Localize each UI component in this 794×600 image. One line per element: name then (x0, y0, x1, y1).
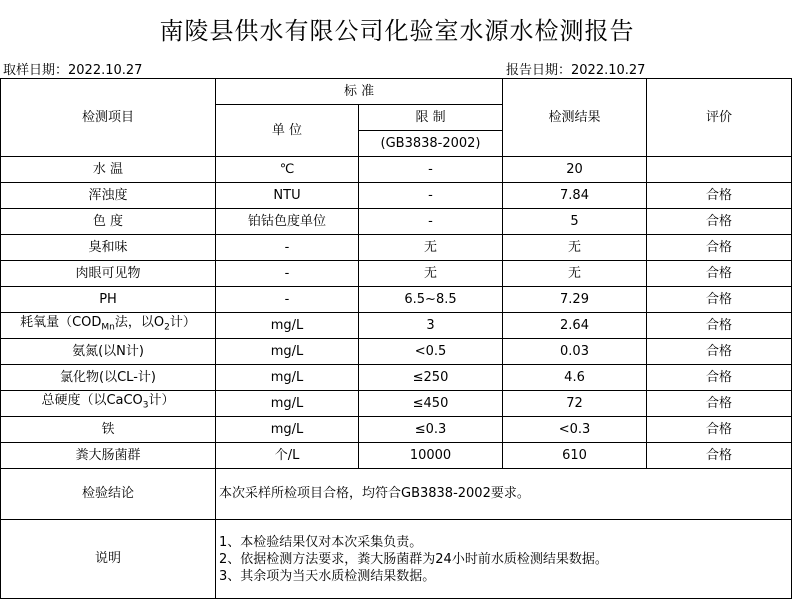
row-name: 氯化物(以CL-计) (1, 365, 216, 391)
sampling-date (3, 59, 142, 78)
row-eval: 合格 (647, 313, 792, 339)
row-unit: mg/L (216, 417, 359, 443)
row-name: 铁 (1, 417, 216, 443)
table-row (1, 209, 792, 235)
row-result: 610 (503, 443, 647, 469)
row-unit: mg/L (216, 391, 359, 417)
results-table (0, 78, 792, 599)
results-table-body (1, 79, 792, 599)
row-result: 72 (503, 391, 647, 417)
row-result: 2.64 (503, 313, 647, 339)
sampling-date-label: 取样日期： (3, 63, 69, 78)
row-limit: ≤250 (359, 365, 503, 391)
row-unit: NTU (216, 183, 359, 209)
row-unit: ℃ (216, 157, 359, 183)
row-name-part: 总硬度（以CaCO (41, 393, 143, 409)
row-name: 臭和味 (1, 235, 216, 261)
row-result: 无 (503, 261, 647, 287)
row-limit: <0.5 (359, 339, 503, 365)
row-name-part: 耗氧量（COD (20, 315, 102, 331)
row-unit: - (216, 235, 359, 261)
sampling-date-value: 2022.10.27 (68, 63, 143, 78)
row-eval: 合格 (647, 391, 792, 417)
table-row (1, 183, 792, 209)
row-name-part: 计） (169, 315, 196, 331)
row-name-subscript: Mn (101, 322, 115, 333)
header-row-1 (1, 79, 792, 105)
notes-row (1, 520, 792, 599)
row-name: 氨氮(以N计) (1, 339, 216, 365)
header-eval: 评价 (647, 79, 792, 157)
row-eval: 合格 (647, 417, 792, 443)
row-limit: ≤0.3 (359, 417, 503, 443)
row-name (1, 313, 216, 339)
row-unit: - (216, 261, 359, 287)
row-limit: 6.5~8.5 (359, 287, 503, 313)
row-name-subscript: 3 (142, 400, 149, 411)
row-eval: 合格 (647, 261, 792, 287)
row-name: 色 度 (1, 209, 216, 235)
header-standard: 标 准 (216, 79, 503, 105)
table-row (1, 365, 792, 391)
row-limit: 无 (359, 235, 503, 261)
row-name: 浑浊度 (1, 183, 216, 209)
report-date (506, 59, 645, 78)
row-name (1, 391, 216, 417)
row-unit: 铂钴色度单位 (216, 209, 359, 235)
row-limit: 10000 (359, 443, 503, 469)
table-row (1, 417, 792, 443)
row-result: 无 (503, 235, 647, 261)
row-limit: 3 (359, 313, 503, 339)
row-unit: mg/L (216, 339, 359, 365)
table-row (1, 443, 792, 469)
row-result: 0.03 (503, 339, 647, 365)
header-limit: 限 制 (359, 105, 503, 131)
conclusion-label: 检验结论 (1, 469, 216, 520)
report-date-label: 报告日期： (506, 63, 572, 78)
table-row (1, 313, 792, 339)
row-eval: 合格 (647, 339, 792, 365)
row-limit: ≤450 (359, 391, 503, 417)
conclusion-row (1, 469, 792, 520)
header-item: 检测项目 (1, 79, 216, 157)
row-unit: - (216, 287, 359, 313)
report-title: 南陵县供水有限公司化验室水源水检测报告 (159, 16, 635, 45)
conclusion-text: 本次采样所检项目合格，均符合GB3838-2002要求。 (216, 469, 792, 520)
note-line: 3、其余项为当天水质检测结果数据。 (219, 568, 436, 584)
table-row (1, 391, 792, 417)
table-row (1, 261, 792, 287)
header-unit: 单 位 (216, 105, 359, 157)
table-row (1, 287, 792, 313)
note-line: 2、依据检测方法要求，粪大肠菌群为24小时前水质检测结果数据。 (219, 551, 608, 567)
header-limit-standard: (GB3838-2002) (359, 131, 503, 157)
row-result: 5 (503, 209, 647, 235)
row-unit: 个/L (216, 443, 359, 469)
row-name: 肉眼可见物 (1, 261, 216, 287)
row-result: <0.3 (503, 417, 647, 443)
table-row (1, 235, 792, 261)
row-unit: mg/L (216, 365, 359, 391)
row-result: 4.6 (503, 365, 647, 391)
row-name: 水 温 (1, 157, 216, 183)
row-name: 粪大肠菌群 (1, 443, 216, 469)
table-row (1, 339, 792, 365)
row-result: 7.29 (503, 287, 647, 313)
report-date-value: 2022.10.27 (571, 63, 646, 78)
header-result: 检测结果 (503, 79, 647, 157)
row-name-part: 法，以O (114, 315, 165, 331)
row-eval: 合格 (647, 287, 792, 313)
row-name: PH (1, 287, 216, 313)
row-eval: 合格 (647, 183, 792, 209)
row-eval: 合格 (647, 235, 792, 261)
row-eval (647, 157, 792, 183)
row-eval: 合格 (647, 365, 792, 391)
notes-content (216, 520, 792, 599)
row-unit: mg/L (216, 313, 359, 339)
row-limit: - (359, 183, 503, 209)
row-limit: - (359, 209, 503, 235)
notes-label: 说明 (1, 520, 216, 599)
note-line: 1、本检验结果仅对本次采集负责。 (219, 534, 423, 550)
row-eval: 合格 (647, 209, 792, 235)
row-name-part: 计） (148, 393, 175, 409)
row-limit: 无 (359, 261, 503, 287)
row-name-subscript: 2 (164, 322, 170, 333)
date-bar (0, 56, 794, 78)
row-result: 20 (503, 157, 647, 183)
row-eval: 合格 (647, 443, 792, 469)
row-result: 7.84 (503, 183, 647, 209)
row-limit: - (359, 157, 503, 183)
table-row (1, 157, 792, 183)
